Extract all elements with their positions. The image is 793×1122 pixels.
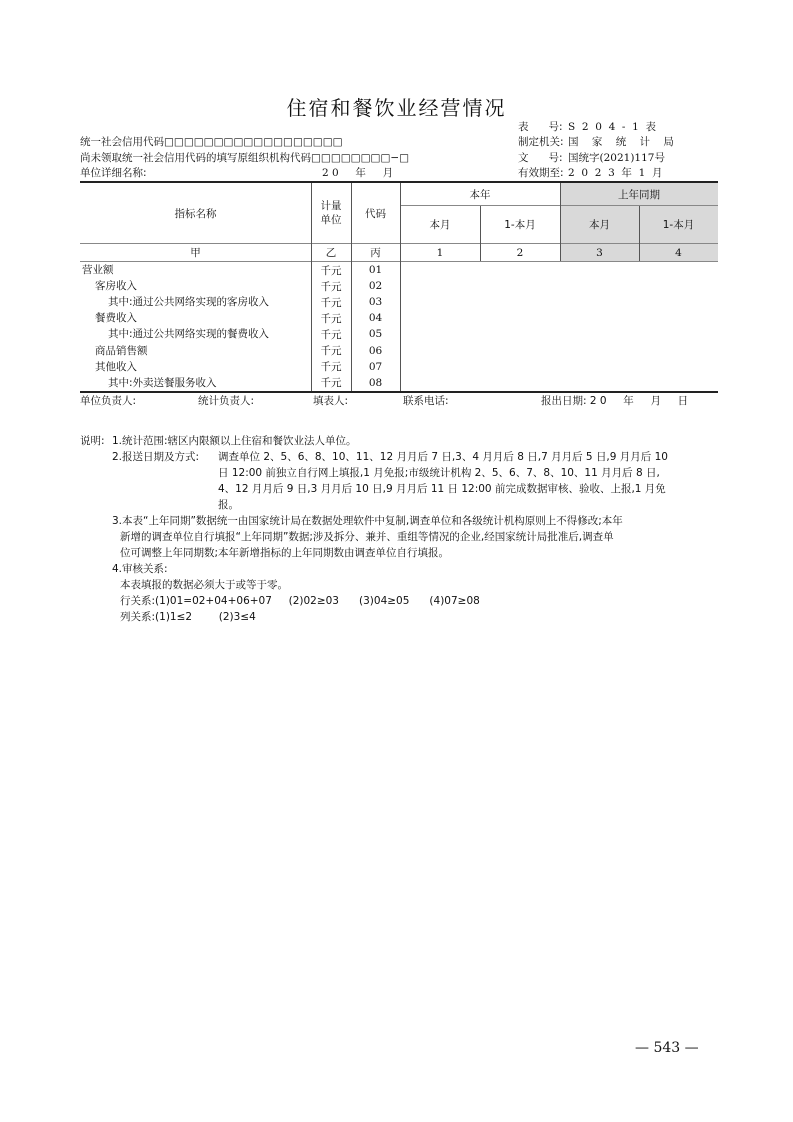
row-code: 08 bbox=[368, 376, 383, 389]
doc-no-value: 国统字(2021)117号 bbox=[568, 152, 665, 164]
index-2: 2 bbox=[516, 246, 524, 259]
valid-value: 2 0 2 3 年 1 月 bbox=[568, 167, 663, 179]
header-ytd: 1-本月 bbox=[504, 219, 536, 231]
row-unit: 千元 bbox=[320, 296, 342, 309]
footer-phone: 联系电话: bbox=[403, 395, 449, 407]
form-no-label: 表 号: bbox=[518, 121, 563, 133]
row-unit: 千元 bbox=[320, 361, 342, 374]
row-name: 其中:外卖送餐服务收入 bbox=[108, 376, 217, 389]
page-title: 住宿和餐饮业经营情况 bbox=[286, 96, 507, 120]
row-unit: 千元 bbox=[320, 328, 342, 341]
page-number: — 543 — bbox=[635, 1040, 699, 1056]
index-jia: 甲 bbox=[190, 247, 201, 259]
header-ly-this-month: 本月 bbox=[589, 219, 610, 231]
note-3-line: 位可调整上年同期数;本年新增指标的上年同期数由调查单位自行填报。 bbox=[120, 547, 450, 559]
header-unit bbox=[311, 183, 351, 243]
note-3-line: 3.本表“上年同期”数据统一由国家统计局在数据处理软件中复制,调查单位和各级统计机构原则上不得修改;本年 bbox=[112, 515, 623, 527]
credit-code-row bbox=[80, 135, 343, 149]
row-code: 05 bbox=[368, 328, 383, 341]
row-name: 客房收入 bbox=[95, 280, 137, 293]
index-4: 4 bbox=[675, 246, 682, 259]
row-code: 07 bbox=[368, 360, 383, 373]
index-bing: 丙 bbox=[370, 247, 381, 259]
row-name: 其中:通过公共网络实现的客房收入 bbox=[108, 296, 270, 309]
form-no-value: S 2 0 4 - 1 表 bbox=[568, 121, 657, 133]
row-unit: 千元 bbox=[320, 280, 342, 293]
report-period: 2 0 年 月 bbox=[322, 167, 394, 179]
table-bottom-rule bbox=[80, 391, 718, 393]
row-code: 03 bbox=[368, 296, 383, 309]
header-unit-line1: 计量 bbox=[320, 200, 342, 212]
footer-report-date: 报出日期: 2 0 年 月 日 bbox=[541, 395, 689, 407]
index-1: 1 bbox=[436, 246, 444, 259]
row-code: 01 bbox=[368, 264, 383, 276]
header-ly-ytd: 1-本月 bbox=[662, 219, 695, 231]
note-2-line: 日 12:00 前独立自行网上填报,1 月免报;市级统计机构 2、5、6、7、8、10、11 月月后 8 日, bbox=[218, 467, 660, 479]
header-indicator: 指标名称 bbox=[174, 207, 217, 220]
footer-filler: 填表人: bbox=[313, 395, 349, 407]
credit-code-label: 统一社会信用代码 bbox=[80, 136, 164, 148]
row-unit: 千元 bbox=[320, 377, 342, 390]
header-this-year: 本年 bbox=[469, 188, 491, 201]
row-unit: 千元 bbox=[320, 345, 342, 357]
credit-code-boxes: □□□□□□□□□□□□□□□□□□ bbox=[164, 136, 343, 148]
footer-stat-head: 统计负责人: bbox=[198, 395, 255, 407]
note-4-line: 列关系:(1)1≤2 (2)3≤4 bbox=[120, 611, 256, 623]
note-2-line: 4、12 月月后 9 日,3 月月后 10 日,9 月月后 11 日 12:00 前完成数据审核、验收、上报,1 月免 bbox=[218, 483, 666, 495]
org-code-boxes: □□□□□□□□−□ bbox=[311, 152, 410, 164]
row-name: 其他收入 bbox=[95, 360, 137, 373]
org-code-label: 尚未领取统一社会信用代码的填写原组织机构代码 bbox=[80, 152, 311, 164]
header-last-year: 上年同期 bbox=[618, 188, 660, 201]
agency-label: 制定机关: bbox=[518, 136, 564, 148]
note-4-label: 4.审核关系: bbox=[112, 563, 168, 575]
note-2-line: 调查单位 2、5、6、8、10、11、12 月月后 7 日,3、4 月月后 8 日,7 月月后 5 日,9 月月后 10 bbox=[218, 451, 668, 463]
row-name: 餐费收入 bbox=[95, 312, 137, 325]
agency-value: 国 家 统 计 局 bbox=[568, 136, 674, 148]
note-4-line: 行关系:(1)01=02+04+06+07 (2)02≥03 (3)04≥05 (4)07≥08 bbox=[120, 595, 480, 607]
row-name: 商品销售额 bbox=[95, 344, 148, 357]
row-unit: 千元 bbox=[320, 312, 342, 325]
valid-label: 有效期至: bbox=[518, 167, 564, 179]
header-code: 代码 bbox=[365, 207, 386, 220]
row-name: 营业额 bbox=[82, 264, 114, 276]
footer-unit-head: 单位负责人: bbox=[80, 395, 137, 407]
doc-no-label: 文 号: bbox=[518, 152, 563, 164]
note-2-line: 报。 bbox=[218, 499, 239, 511]
unit-name-label: 单位详细名称: bbox=[80, 167, 147, 179]
note-3-line: 新增的调查单位自行填报“上年同期”数据;涉及拆分、兼并、重组等情况的企业,经国家统计局批准后,调查单 bbox=[120, 531, 614, 543]
row-code: 02 bbox=[368, 280, 383, 293]
header-this-month: 本月 bbox=[429, 219, 451, 231]
row-code: 06 bbox=[368, 344, 383, 357]
header-unit-line2: 单位 bbox=[320, 214, 342, 226]
note-4-line: 本表填报的数据必须大于或等于零。 bbox=[120, 579, 288, 591]
note-1: 1.统计范围:辖区内限额以上住宿和餐饮业法人单位。 bbox=[112, 435, 357, 447]
note-2-label: 2.报送日期及方式: bbox=[112, 451, 200, 463]
row-code: 04 bbox=[368, 312, 383, 325]
row-unit: 千元 bbox=[320, 264, 342, 277]
row-name: 其中:通过公共网络实现的餐费收入 bbox=[108, 328, 270, 341]
notes-label: 说明: bbox=[80, 435, 105, 447]
index-3: 3 bbox=[596, 246, 603, 259]
index-yi: 乙 bbox=[325, 247, 337, 259]
org-code-row bbox=[80, 151, 409, 165]
